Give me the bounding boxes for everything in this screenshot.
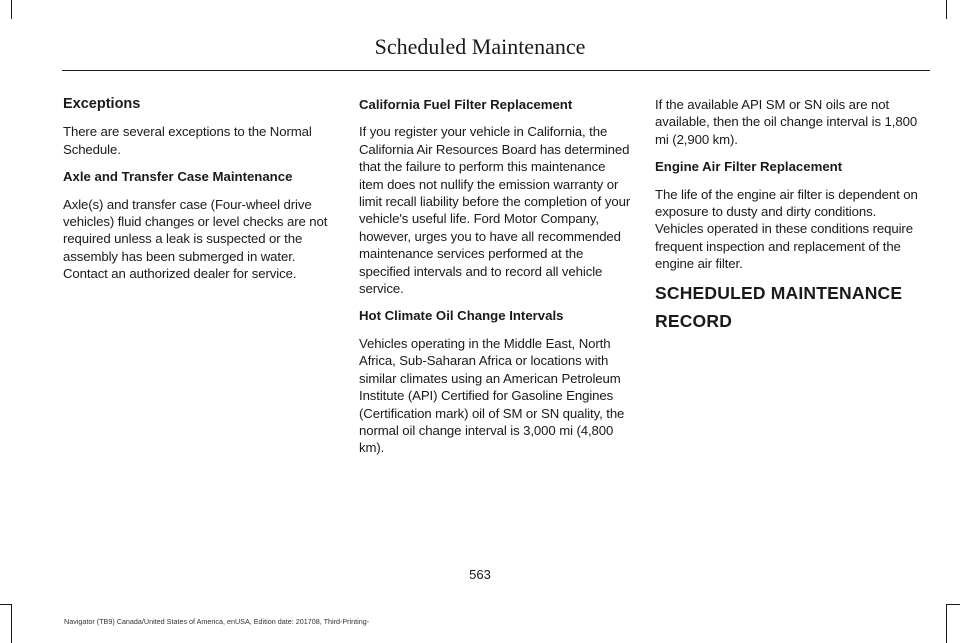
crop-mark-bottom-right [946, 604, 947, 643]
column-left [63, 96, 335, 293]
fuel-filter-text: If you register your vehicle in California, the California Air Resources Board has determined that the failure to perform this maintenance item does not nullify the emission warranty or limit recall liability before the completion of your vehicle's useful life. Ford Motor Company, however, urges you to have all recommended maintenance services performed at the specified intervals and to record all vehicle service. [359, 124, 631, 297]
crop-mark-top-right [946, 0, 947, 19]
page-title: Scheduled Maintenance [374, 34, 586, 59]
header-rule [62, 70, 930, 71]
api-oil-text: If the available API SM or SN oils are not available, then the oil change interval is 1,800 mi (2,900 km). [655, 97, 918, 147]
record-heading-line2: RECORD [655, 310, 733, 331]
crop-mark-top-left [11, 0, 12, 19]
crop-mark-bottom-left [11, 604, 12, 643]
footer-edition-info: Navigator (TB9) Canada/United States of America, enUSA, Edition date: 201708, Third-Printing- [64, 617, 370, 626]
exceptions-text: There are several exceptions to the Normal Schedule. [63, 124, 312, 157]
axle-text: Axle(s) and transfer case (Four-wheel drive vehicles) fluid changes or level checks are not required unless a leak is suspected or the assembly has been submerged in water. Contact an authorized dealer for service. [63, 196, 328, 282]
crop-mark-bottom-right-h [946, 604, 960, 605]
page-number: 563 [469, 567, 491, 582]
record-heading-line1: SCHEDULED MAINTENANCE [655, 282, 903, 303]
air-filter-heading: Engine Air Filter Replacement [655, 159, 843, 175]
crop-mark-bottom-left-h [0, 604, 11, 605]
hot-climate-text: Vehicles operating in the Middle East, North Africa, Sub-Saharan Africa or locations with similar climates using an American Petroleum Institute (API) Certified for Gasoline Engines (Certification mark) oil of SM or SN quality, the normal oil change interval is 3,000 mi (4,800 km). [359, 335, 625, 456]
column-right [655, 96, 927, 331]
column-middle [359, 96, 631, 467]
hot-climate-heading: Hot Climate Oil Change Intervals [359, 308, 564, 324]
exceptions-heading: Exceptions [63, 96, 141, 112]
fuel-filter-heading: California Fuel Filter Replacement [359, 97, 573, 112]
axle-heading: Axle and Transfer Case Maintenance [63, 169, 293, 185]
air-filter-text: The life of the engine air filter is dependent on exposure to dusty and dirty conditions. Vehicles operated in these conditions require frequent inspection and replacement of the engine air filter. [655, 186, 918, 272]
